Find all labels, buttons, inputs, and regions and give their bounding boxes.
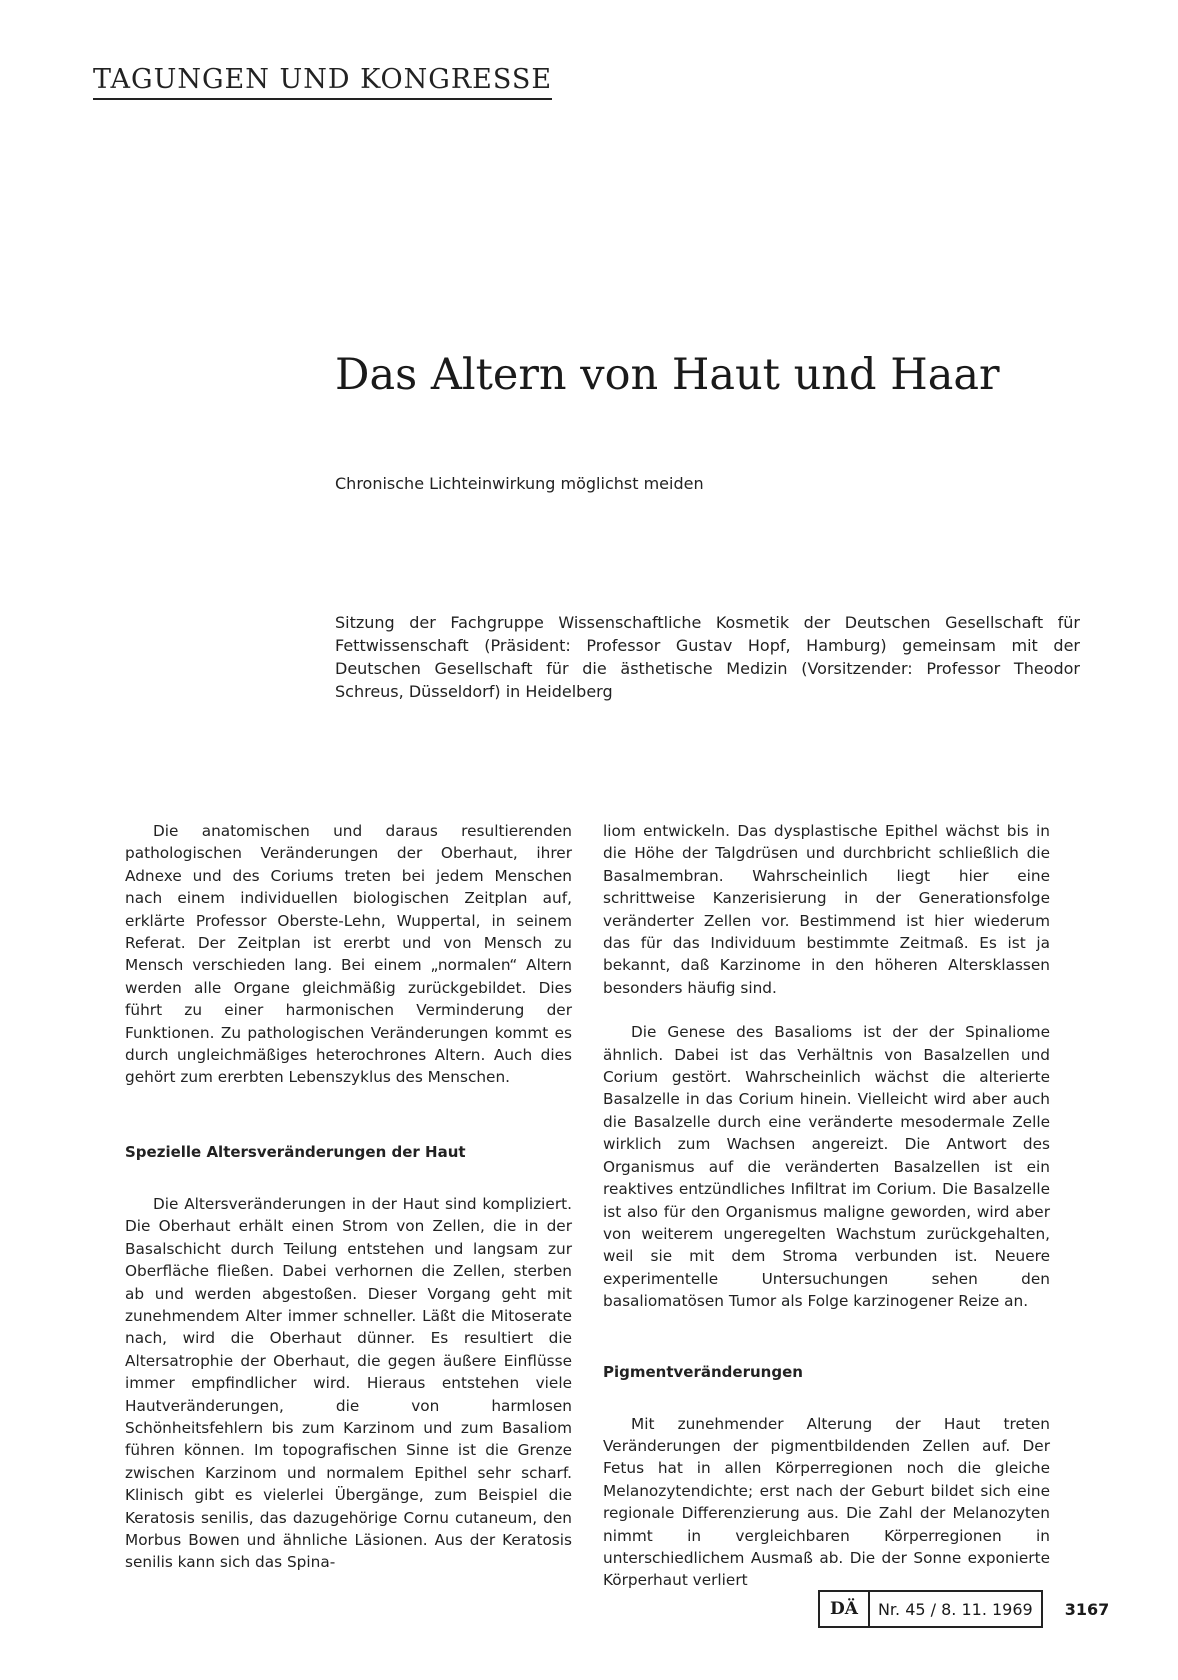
paragraph: Mit zunehmender Alterung der Haut treten Veränderungen der pigmentbildenden Zellen auf. Der Fetus hat in allen Körperregionen noch die gleiche Melanozytendichte; erst nach der Geburt bildet sich eine regionale Differenzierung aus. Die Zahl der Melanozyten nimmt in vergleichbaren Körperregionen in unterschiedlichem Ausmaß ab. Die der Sonne exponierte Körperhaut verliert: [603, 1414, 1050, 1590]
issue-info: Nr. 45 / 8. 11. 1969: [877, 1599, 1033, 1619]
section-heading: TAGUNGEN UND KONGRESSE: [93, 64, 552, 100]
section-heading-pigment: Pigmentveränderungen: [603, 1362, 803, 1381]
page-number: 3167: [1064, 1599, 1110, 1619]
page-footer: [818, 1590, 1109, 1628]
article-title: Das Altern von Haut und Haar: [335, 350, 1000, 400]
right-column: [603, 820, 1050, 1592]
paragraph: liom entwickeln. Das dysplastische Epithel wächst bis in die Höhe der Talgdrüsen und durchbricht schließlich die Basalmembran. Wahrscheinlich liegt hier eine schrittweise Kanzerisierung in der Generationsfolge veränderter Zellen vor. Bestimmend ist hier wiederum das für das Individuum bestimmte Zeitmaß. Es ist ja bekannt, daß Karzinome in den höheren Altersklassen besonders häufig sind.: [603, 822, 1050, 997]
paragraph: Die Genese des Basalioms ist der der Spinaliome ähnlich. Dabei ist das Verhältnis von Basalzellen und Corium gestört. Wahrscheinlich wächst die alterierte Basalzelle in das Corium hinein. Vielleicht wird aber auch die Basalzelle durch eine veränderte mesodermale Zelle wirklich zum Wachsen angereizt. Die Antwort des Organismus auf die veränderten Basalzellen ist ein reaktives entzündliches Infiltrat im Corium. Die Basalzelle ist also für den Organismus maligne geworden, wird aber von weiterem ungeregelten Wachstum zurückgehalten, weil sie mit dem Stroma verbunden ist. Neuere experimentelle Untersuchungen sehen den basaliomatösen Tumor als Folge karzinogener Reize an.: [603, 1023, 1050, 1311]
left-column: [125, 820, 572, 1574]
journal-logo: DÄ: [820, 1592, 870, 1626]
issue-box: [818, 1590, 1043, 1628]
paragraph: Die anatomischen und daraus resultierenden pathologischen Veränderungen der Oberhaut, ihrer Adnexe und des Coriums treten bei jedem Menschen nach einem individuellen biologischen Zeitplan auf, erklärte Professor Oberste-Lehn, Wuppertal, in seinem Referat. Der Zeitplan ist ererbt und von Mensch zu Mensch verschieden lang. Bei einem „normalen“ Altern werden alle Organe gleichmäßig zurückgebildet. Dies führt zu einer harmonischen Verminderung der Funktionen. Zu pathologischen Veränderungen kommt es durch ungleichmäßiges heterochrones Altern. Auch dies gehört zum ererbten Lebenszyklus des Menschen.: [125, 822, 572, 1087]
article-intro: Sitzung der Fachgruppe Wissenschaftliche Kosmetik der Deutschen Gesellschaft für Fettwissenschaft (Präsident: Professor Gustav Hopf, Hamburg) gemeinsam mit der Deutschen Gesellschaft für die ästhetische Medizin (Vorsitzender: Professor Theodor Schreus, Düsseldorf) in Heidelberg: [335, 613, 1080, 701]
section-heading-skin-aging: Spezielle Altersveränderungen der Haut: [125, 1142, 466, 1161]
article-subtitle: Chronische Lichteinwirkung möglichst meiden: [335, 474, 704, 493]
paragraph: Die Altersveränderungen in der Haut sind kompliziert. Die Oberhaut erhält einen Strom von Zellen, die in der Basalschicht durch Teilung entstehen und langsam zur Oberfläche fließen. Dabei verhornen die Zellen, sterben ab und werden abgestoßen. Dieser Vorgang geht mit zunehmendem Alter immer schneller. Läßt die Mitoserate nach, wird die Oberhaut dünner. Es resultiert die Altersatrophie der Oberhaut, die gegen äußere Einflüsse immer empfindlicher wird. Hieraus entstehen viele Hautveränderungen, die von harmlosen Schönheitsfehlern bis zum Karzinom und zum Basaliom führen können. Im topografischen Sinne ist die Grenze zwischen Karzinom und normalem Epithel sehr scharf. Klinisch gibt es vielerlei Übergänge, zum Beispiel die Keratosis senilis, das dazugehörige Cornu cutaneum, den Morbus Bowen und ähnliche Läsionen. Aus der Keratosis senilis kann sich das Spina-: [125, 1194, 572, 1572]
